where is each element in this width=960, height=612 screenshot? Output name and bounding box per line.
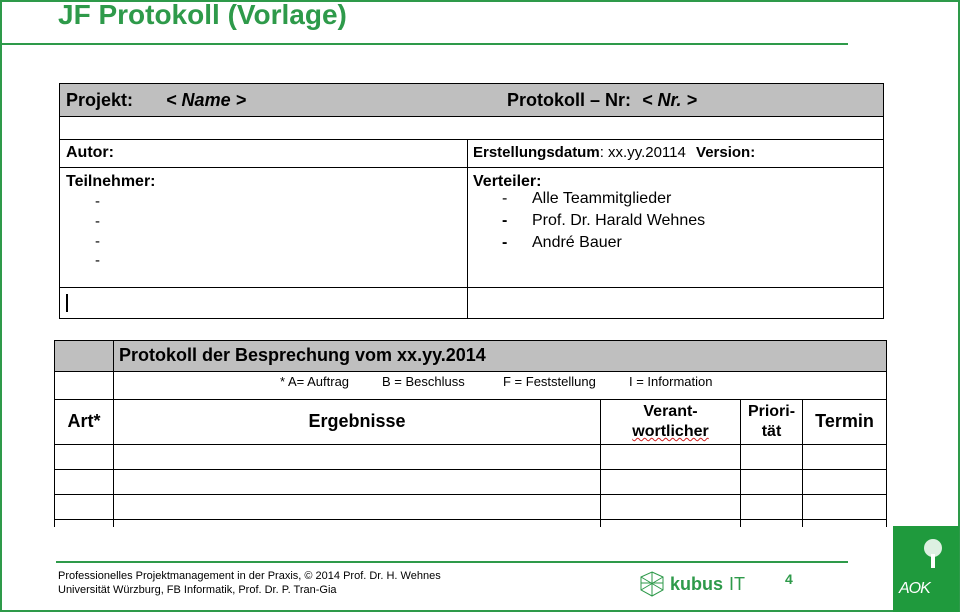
- col-verantwortlicher-line1: Verant-: [643, 403, 698, 420]
- title-rule: [0, 43, 848, 45]
- kubus-logo-text: kubus: [670, 573, 724, 594]
- verteiler-item: - André Bauer: [502, 234, 622, 251]
- erstellungsdatum-label: Erstellungsdatum: [473, 144, 600, 161]
- verteiler-list: [502, 190, 705, 256]
- autor-row: [60, 140, 883, 168]
- teilnehmer-item: -: [95, 213, 100, 230]
- minutes-title: Protokoll der Besprechung vom xx.yy.2014: [119, 345, 486, 365]
- footer-line-2: Universität Würzburg, FB Informatik, Prof. Dr. P. Tran-Gia: [58, 584, 337, 596]
- teilnehmer-item: -: [95, 233, 100, 250]
- column-divider: [740, 400, 741, 527]
- minutes-title-row: [55, 341, 886, 372]
- kubus-cube-icon: [640, 571, 664, 597]
- verteiler-item: - Prof. Dr. Harald Wehnes: [502, 212, 706, 229]
- footer: [58, 569, 441, 597]
- footer-line-1: Professionelles Projektmanagement in der Praxis, © 2014 Prof. Dr. H. Wehnes: [58, 570, 441, 582]
- table-row: [55, 445, 886, 470]
- kubus-logo-it: IT: [729, 573, 746, 594]
- teilnehmer-label: Teilnehmer:: [66, 173, 156, 190]
- column-divider: [600, 400, 601, 527]
- text-cursor: [66, 294, 68, 312]
- column-divider: [802, 400, 803, 527]
- slide-title: JF Protokoll (Vorlage): [58, 0, 347, 30]
- legend-beschluss: B = Beschluss: [382, 374, 465, 389]
- header-table: [59, 83, 884, 319]
- footer-rule: [56, 561, 848, 563]
- protokoll-nr-value: < Nr. >: [642, 90, 698, 110]
- table-row: [55, 470, 886, 495]
- column-divider: [113, 341, 114, 527]
- aok-logo-text: AOK: [899, 580, 930, 597]
- column-header-row: [55, 400, 886, 445]
- col-ergebnisse: Ergebnisse: [308, 411, 406, 431]
- erstellungsdatum-value: : xx.yy.20114: [599, 144, 686, 161]
- legend-row: [55, 372, 886, 400]
- teilnehmer-row: [60, 168, 883, 288]
- legend-information: I = Information: [629, 374, 713, 389]
- protokoll-nr-field: [507, 90, 697, 111]
- aok-logo: [893, 526, 959, 612]
- teilnehmer-item: -: [95, 252, 100, 269]
- verteiler-item: - Alle Teammitglieder: [502, 190, 672, 207]
- col-verantwortlicher-line2: wortlicher: [632, 423, 709, 440]
- col-art: Art*: [67, 411, 101, 431]
- col-prioritaet: [741, 402, 802, 442]
- autor-label: Autor:: [66, 144, 114, 161]
- erstellungsdatum-field: [473, 144, 755, 161]
- verteiler-label: Verteiler:: [473, 173, 542, 190]
- legend-auftrag: * A= Auftrag: [280, 374, 350, 389]
- page-number: 4: [785, 571, 793, 587]
- notes-row: [60, 288, 883, 317]
- col-termin: Termin: [815, 411, 874, 431]
- aok-tree-icon: [893, 534, 959, 574]
- col-verantwortlicher: [601, 402, 740, 442]
- projekt-label: Projekt:: [66, 90, 134, 110]
- empty-row: [60, 117, 883, 140]
- col-prioritaet-line2: tät: [761, 423, 782, 440]
- table-row: [55, 495, 886, 520]
- column-divider: [467, 140, 468, 318]
- projekt-value: < Name >: [166, 90, 247, 110]
- version-label: Version:: [696, 144, 756, 161]
- minutes-table: [54, 340, 887, 527]
- col-prioritaet-line1: Priori-: [747, 403, 796, 420]
- header-row: [60, 84, 883, 117]
- legend-feststellung: F = Feststellung: [503, 374, 596, 389]
- protokoll-nr-label: Protokoll – Nr:: [507, 90, 632, 110]
- teilnehmer-item: -: [95, 193, 100, 210]
- projekt-field: [66, 90, 246, 111]
- kubus-logo: [640, 571, 745, 597]
